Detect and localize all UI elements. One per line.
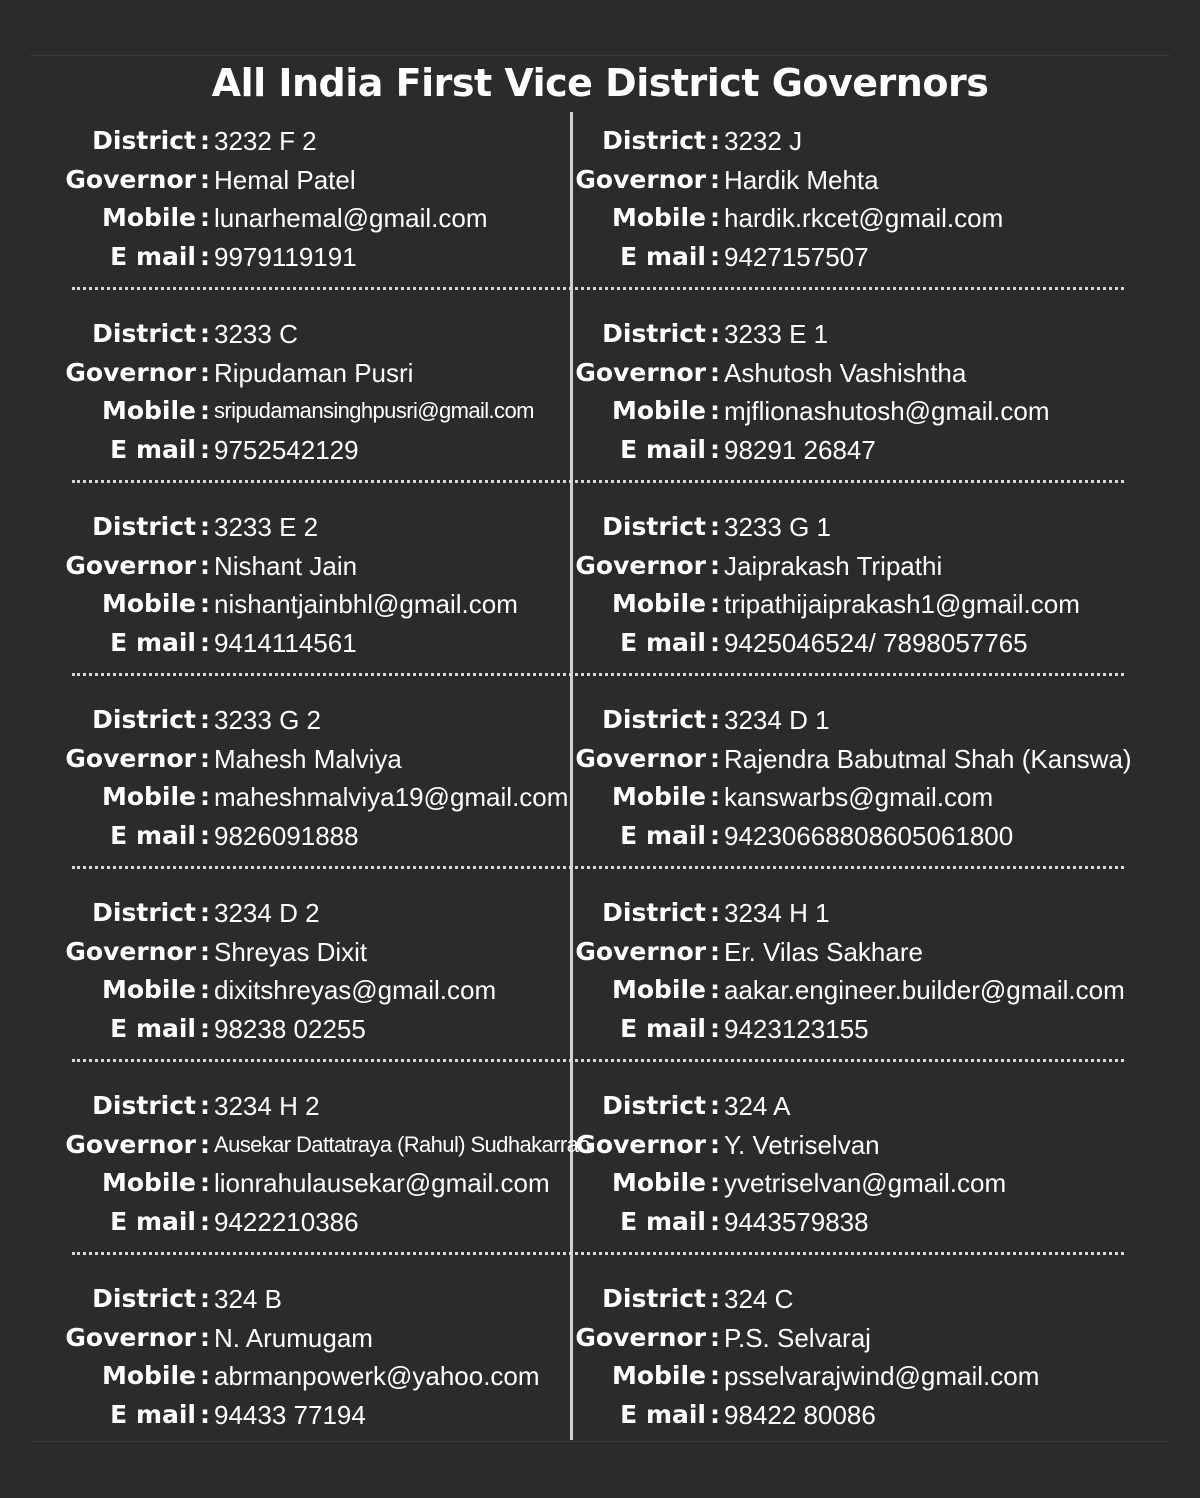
governor-label: Governor [65, 743, 196, 773]
governor-value: Y. Vetriselvan [724, 1129, 880, 1160]
row-separator [72, 287, 1124, 290]
colon: : [200, 1013, 210, 1043]
mobile-value: tripathijaiprakash1@gmail.com [724, 589, 1080, 619]
email-label: E mail [620, 1206, 706, 1236]
district-value: 324 A [724, 1091, 791, 1121]
mobile-label: Mobile [611, 1361, 706, 1390]
email-label: E mail [110, 627, 196, 657]
district-row [566, 315, 1166, 354]
colon: : [200, 550, 210, 580]
email-value: 94230668808605061800 [724, 820, 1014, 851]
governor-label: Governor [575, 357, 706, 387]
district-value: 3234 H 2 [214, 1091, 320, 1121]
mobile-row [566, 1357, 1166, 1396]
governor-row [566, 740, 1166, 779]
email-value: 9425046524/ 7898057765 [724, 627, 1028, 658]
governor-value: P.S. Selvaraj [724, 1322, 871, 1353]
colon: : [710, 975, 720, 1004]
colon: : [200, 1129, 210, 1159]
email-label: E mail [110, 434, 196, 464]
colon: : [710, 357, 720, 387]
email-value: 9414114561 [214, 627, 357, 658]
governor-label: Governor [65, 1129, 196, 1159]
email-row [566, 238, 1166, 277]
colon: : [200, 936, 210, 966]
email-label: E mail [620, 241, 706, 271]
governor-value: Shreyas Dixit [214, 936, 368, 967]
governor-entry [566, 701, 1166, 855]
top-rule [30, 55, 1170, 56]
colon: : [710, 434, 720, 464]
colon: : [200, 1091, 210, 1120]
district-row [566, 508, 1166, 547]
governor-entry [566, 122, 1166, 276]
mobile-label: Mobile [611, 975, 706, 1004]
mobile-label: Mobile [611, 396, 706, 425]
colon: : [200, 164, 210, 194]
mobile-value: abrmanpowerk@yahoo.com [214, 1361, 540, 1391]
governor-value: Ashutosh Vashishtha [724, 357, 967, 388]
colon: : [710, 1013, 720, 1043]
colon: : [710, 1284, 720, 1313]
governor-value: Nishant Jain [214, 550, 358, 581]
mobile-value: aakar.engineer.builder@gmail.com [724, 975, 1125, 1005]
district-label: District [602, 1284, 706, 1313]
colon: : [710, 705, 720, 734]
district-value: 3232 F 2 [214, 126, 317, 156]
governor-label: Governor [65, 357, 196, 387]
district-label: District [602, 898, 706, 927]
governor-entry [566, 508, 1166, 662]
district-label: District [92, 1284, 196, 1313]
colon: : [200, 1284, 210, 1313]
mobile-row [566, 971, 1166, 1010]
email-value: 98238 02255 [214, 1013, 366, 1044]
email-label: E mail [110, 1206, 196, 1236]
row-separator [72, 866, 1124, 869]
email-value: 9826091888 [214, 820, 359, 851]
row-separator [72, 480, 1124, 483]
district-row [566, 1280, 1166, 1319]
mobile-value: maheshmalviya19@gmail.com [214, 782, 569, 812]
governor-label: Governor [575, 550, 706, 580]
email-label: E mail [620, 434, 706, 464]
governor-entry [566, 894, 1166, 1048]
district-row [566, 1087, 1166, 1126]
governor-value: Mahesh Malviya [214, 743, 402, 774]
colon: : [710, 898, 720, 927]
mobile-value: mjflionashutosh@gmail.com [724, 396, 1050, 426]
district-label: District [92, 898, 196, 927]
email-row [566, 431, 1166, 470]
district-value: 324 B [214, 1284, 282, 1314]
mobile-label: Mobile [101, 1361, 196, 1390]
district-label: District [92, 319, 196, 348]
page-title: All India First Vice District Governors [211, 61, 989, 105]
colon: : [710, 782, 720, 811]
governor-row [566, 161, 1166, 200]
row-separator [72, 1059, 1124, 1062]
governor-row [566, 547, 1166, 586]
colon: : [710, 241, 720, 271]
mobile-row [566, 199, 1166, 238]
governor-value: Er. Vilas Sakhare [724, 936, 923, 967]
email-value: 94433 77194 [214, 1399, 366, 1430]
district-label: District [92, 512, 196, 541]
colon: : [710, 203, 720, 232]
colon: : [200, 1322, 210, 1352]
email-label: E mail [110, 820, 196, 850]
district-value: 3233 E 2 [214, 512, 319, 542]
governor-row [566, 933, 1166, 972]
colon: : [200, 627, 210, 657]
email-value: 9422210386 [214, 1206, 359, 1237]
email-label: E mail [110, 1013, 196, 1043]
governor-label: Governor [65, 164, 196, 194]
colon: : [710, 319, 720, 348]
district-value: 3233 G 2 [214, 705, 321, 735]
governor-entry [566, 315, 1166, 469]
governor-label: Governor [575, 1129, 706, 1159]
district-label: District [602, 705, 706, 734]
colon: : [710, 936, 720, 966]
governor-row [566, 1319, 1166, 1358]
governor-label: Governor [575, 164, 706, 194]
colon: : [710, 743, 720, 773]
governor-label: Governor [575, 936, 706, 966]
district-row [566, 122, 1166, 161]
mobile-value: yvetriselvan@gmail.com [724, 1168, 1007, 1198]
colon: : [200, 898, 210, 927]
colon: : [200, 1206, 210, 1236]
colon: : [710, 1091, 720, 1120]
district-label: District [92, 126, 196, 155]
colon: : [200, 705, 210, 734]
email-value: 9423123155 [724, 1013, 869, 1044]
colon: : [710, 1399, 720, 1429]
colon: : [710, 396, 720, 425]
email-value: 9979119191 [214, 241, 357, 272]
mobile-row [566, 1164, 1166, 1203]
colon: : [710, 1168, 720, 1197]
colon: : [200, 782, 210, 811]
colon: : [200, 743, 210, 773]
email-row [566, 1396, 1166, 1435]
district-value: 324 C [724, 1284, 794, 1314]
colon: : [710, 164, 720, 194]
governor-value: Ausekar Dattatraya (Rahul) Sudhakarrao [214, 1131, 590, 1157]
colon: : [200, 512, 210, 541]
district-label: District [92, 705, 196, 734]
district-value: 3234 D 1 [724, 705, 830, 735]
email-row [566, 1203, 1166, 1242]
district-row [566, 894, 1166, 933]
mobile-label: Mobile [611, 203, 706, 232]
colon: : [200, 589, 210, 618]
colon: : [200, 126, 210, 155]
district-label: District [602, 1091, 706, 1120]
colon: : [710, 589, 720, 618]
district-label: District [602, 512, 706, 541]
governor-row [566, 354, 1166, 393]
email-row [566, 817, 1166, 856]
district-label: District [602, 126, 706, 155]
district-label: District [602, 319, 706, 348]
mobile-label: Mobile [101, 975, 196, 1004]
row-separator [72, 1252, 1124, 1255]
colon: : [200, 1399, 210, 1429]
governor-label: Governor [575, 743, 706, 773]
mobile-value: psselvarajwind@gmail.com [724, 1361, 1040, 1391]
mobile-row [566, 778, 1166, 817]
mobile-label: Mobile [101, 589, 196, 618]
governor-value: Jaiprakash Tripathi [724, 550, 943, 581]
email-value: 98422 80086 [724, 1399, 876, 1430]
colon: : [200, 396, 210, 425]
email-label: E mail [620, 820, 706, 850]
governor-value: Rajendra Babutmal Shah (Kanswa) [724, 743, 1132, 774]
colon: : [710, 627, 720, 657]
mobile-row [566, 392, 1166, 431]
colon: : [200, 319, 210, 348]
mobile-row [566, 585, 1166, 624]
email-row [566, 624, 1166, 663]
governor-row [566, 1126, 1166, 1165]
governor-value: Hemal Patel [214, 164, 356, 195]
email-row [566, 1010, 1166, 1049]
district-label: District [92, 1091, 196, 1120]
district-value: 3234 H 1 [724, 898, 830, 928]
district-value: 3234 D 2 [214, 898, 320, 928]
governor-entry [566, 1280, 1166, 1434]
district-value: 3233 E 1 [724, 319, 829, 349]
colon: : [710, 1206, 720, 1236]
governor-label: Governor [575, 1322, 706, 1352]
mobile-value: dixitshreyas@gmail.com [214, 975, 497, 1005]
governor-label: Governor [65, 1322, 196, 1352]
colon: : [200, 434, 210, 464]
colon: : [200, 1168, 210, 1197]
email-value: 9443579838 [724, 1206, 869, 1237]
mobile-value: sripudamansinghpusri@gmail.com [214, 398, 534, 423]
colon: : [710, 1361, 720, 1390]
email-label: E mail [620, 1013, 706, 1043]
mobile-label: Mobile [101, 396, 196, 425]
governor-value: Ripudaman Pusri [214, 357, 414, 388]
email-label: E mail [620, 1399, 706, 1429]
governor-label: Governor [65, 936, 196, 966]
colon: : [200, 975, 210, 1004]
email-label: E mail [110, 1399, 196, 1429]
row-separator [72, 673, 1124, 676]
mobile-label: Mobile [101, 1168, 196, 1197]
governor-label: Governor [65, 550, 196, 580]
colon: : [200, 241, 210, 271]
bottom-rule [30, 1441, 1170, 1442]
mobile-value: hardik.rkcet@gmail.com [724, 203, 1004, 233]
district-value: 3233 C [214, 319, 298, 349]
colon: : [200, 820, 210, 850]
colon: : [710, 512, 720, 541]
mobile-label: Mobile [611, 782, 706, 811]
colon: : [200, 1361, 210, 1390]
colon: : [200, 203, 210, 232]
colon: : [200, 357, 210, 387]
email-value: 9752542129 [214, 434, 359, 465]
governor-value: N. Arumugam [214, 1322, 373, 1353]
colon: : [710, 550, 720, 580]
email-label: E mail [620, 627, 706, 657]
district-row [566, 701, 1166, 740]
mobile-label: Mobile [611, 1168, 706, 1197]
mobile-value: nishantjainbhl@gmail.com [214, 589, 518, 619]
district-value: 3233 G 1 [724, 512, 831, 542]
email-value: 98291 26847 [724, 434, 876, 465]
mobile-label: Mobile [611, 589, 706, 618]
colon: : [710, 1322, 720, 1352]
colon: : [710, 1129, 720, 1159]
district-value: 3232 J [724, 126, 803, 156]
mobile-value: kanswarbs@gmail.com [724, 782, 994, 812]
governor-entry [566, 1087, 1166, 1241]
email-value: 9427157507 [724, 241, 869, 272]
colon: : [710, 126, 720, 155]
mobile-label: Mobile [101, 203, 196, 232]
colon: : [710, 820, 720, 850]
email-label: E mail [110, 241, 196, 271]
mobile-value: lunarhemal@gmail.com [214, 203, 488, 233]
governor-value: Hardik Mehta [724, 164, 879, 195]
mobile-label: Mobile [101, 782, 196, 811]
mobile-value: lionrahulausekar@gmail.com [214, 1168, 550, 1198]
